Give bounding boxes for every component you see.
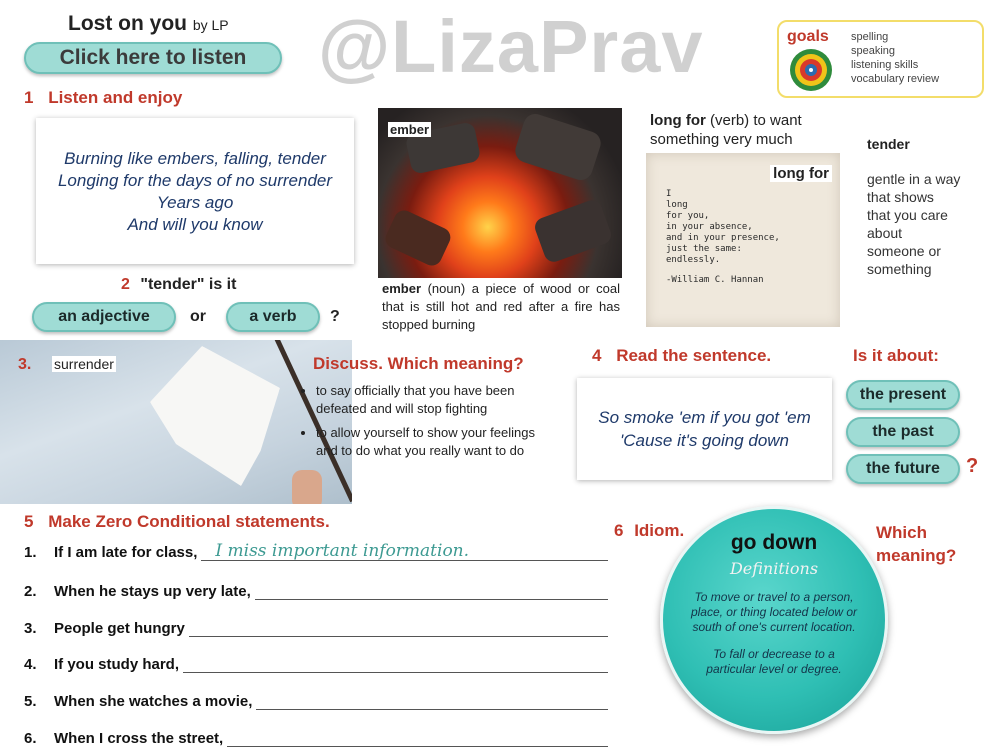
quote-line: just the same: xyxy=(666,244,742,254)
row-prompt: When she watches a movie, xyxy=(54,693,253,710)
conditional-row xyxy=(24,620,608,637)
section4-number: 4 xyxy=(592,346,602,365)
section5-number: 5 xyxy=(24,512,34,531)
section2-heading xyxy=(121,276,236,294)
goal-item: listening skills xyxy=(851,59,919,71)
row-prompt: When he stays up very late, xyxy=(54,583,251,600)
watermark: @LizaPrav xyxy=(318,5,704,88)
listen-button[interactable]: Click here to listen xyxy=(24,42,282,74)
lyric-line: And will you know xyxy=(127,215,263,234)
row-number: 3. xyxy=(24,620,37,637)
conditional-row xyxy=(24,541,608,561)
section2-question: "tender" is it xyxy=(140,276,237,293)
goals-box xyxy=(777,20,984,98)
section1-title: Listen and enjoy xyxy=(48,88,183,107)
section1-heading xyxy=(24,88,182,108)
tender-term: tender xyxy=(867,136,910,152)
section3-number: 3. xyxy=(18,356,32,373)
lyrics-card xyxy=(36,118,354,264)
answer-field[interactable] xyxy=(183,656,608,673)
answer-text: I miss important information. xyxy=(215,541,470,561)
section1-number: 1 xyxy=(24,88,34,107)
section6-title: Idiom. xyxy=(634,521,685,540)
conditional-row xyxy=(24,730,608,747)
ember-image xyxy=(378,108,622,278)
row-prompt: If I am late for class, xyxy=(54,544,198,561)
lyric-line: Longing for the days of no surrender xyxy=(57,171,333,190)
longfor-term: long for xyxy=(650,112,706,129)
section4-heading xyxy=(592,346,771,366)
row-number: 6. xyxy=(24,730,37,747)
ember-image-label: ember xyxy=(390,122,430,137)
goal-item: vocabulary review xyxy=(851,73,940,85)
lyric-line: Years ago xyxy=(156,193,234,212)
meaning-item: • to allow yourself to show your feelings and to do what you really want to do xyxy=(316,424,538,460)
goals-label: goals xyxy=(787,28,829,45)
section4-question: Is it about: xyxy=(853,346,939,365)
option-verb-button[interactable]: a verb xyxy=(226,302,320,332)
longfor-definition xyxy=(650,111,838,149)
quote-line: and in your presence, xyxy=(666,233,780,243)
section4-question-mark: ? xyxy=(966,455,979,477)
row-number: 1. xyxy=(24,544,37,561)
option-adjective-button[interactable]: an adjective xyxy=(32,302,176,332)
row-prompt: If you study hard, xyxy=(54,656,180,673)
or-label: or xyxy=(190,308,206,325)
sentence-card xyxy=(577,378,832,480)
option-present-button[interactable]: the present xyxy=(846,380,960,410)
ember-term: ember xyxy=(382,281,422,296)
target-icon xyxy=(789,48,833,92)
quote-text xyxy=(666,189,780,286)
idiom-definition: To fall or decrease to a particular level or degree. xyxy=(706,647,842,676)
row-number: 4. xyxy=(24,656,37,673)
surrender-meanings xyxy=(298,382,538,460)
section2-number: 2 xyxy=(121,276,130,293)
idiom-title: go down xyxy=(730,531,818,554)
section4-title: Read the sentence. xyxy=(616,346,772,365)
idiom-circle xyxy=(660,506,888,734)
goal-item: spelling xyxy=(851,31,889,43)
conditional-row xyxy=(24,583,608,600)
longfor-definition-text: (verb) to want something very much xyxy=(650,112,802,148)
section5-title: Make Zero Conditional statements. xyxy=(48,512,330,531)
answer-field[interactable] xyxy=(255,583,608,600)
longfor-image-label: long for xyxy=(770,165,832,182)
answer-field[interactable] xyxy=(201,541,608,561)
answer-field[interactable] xyxy=(256,693,608,710)
sentence-line: 'Cause it's going down xyxy=(619,431,790,450)
longfor-image xyxy=(646,153,840,327)
quote-author: -William C. Hannan xyxy=(666,275,764,285)
quote-line: long xyxy=(666,200,688,210)
row-number: 2. xyxy=(24,583,37,600)
conditional-row xyxy=(24,656,608,673)
section6-question: Which meaning? xyxy=(876,523,957,565)
question-mark: ? xyxy=(330,308,340,325)
surrender-label: surrender xyxy=(54,356,114,372)
lyric-line: Burning like embers, falling, tender xyxy=(64,149,326,168)
sentence-line: So smoke 'em if you got 'em xyxy=(598,408,811,427)
goal-item: speaking xyxy=(851,45,896,57)
byline: by LP xyxy=(192,17,229,33)
section3-title: Discuss. Which meaning? xyxy=(313,354,524,373)
tender-definition: gentle in a way that shows that you care about someone or something xyxy=(867,171,961,277)
quote-line: endlessly. xyxy=(666,255,721,265)
definitions-label: Definitions xyxy=(729,559,819,578)
song-title: Lost on you xyxy=(68,12,187,35)
section6-number: 6 xyxy=(614,521,624,540)
answer-field[interactable] xyxy=(227,730,608,747)
quote-line: for you, xyxy=(666,211,710,221)
meaning-item: • to say officially that you have been defeated and will stop fighting xyxy=(316,382,538,418)
quote-line: I xyxy=(666,189,672,199)
conditional-row xyxy=(24,693,608,710)
option-past-button[interactable]: the past xyxy=(846,417,960,447)
row-prompt: When I cross the street, xyxy=(54,730,224,747)
row-number: 5. xyxy=(24,693,37,710)
section5-heading xyxy=(24,512,330,532)
ember-definition-text: (noun) a piece of wood or coal that is still hot and red after a fire has stopped burning xyxy=(382,281,620,332)
quote-line: in your absence, xyxy=(666,222,753,232)
answer-field[interactable] xyxy=(189,620,608,637)
ember-definition xyxy=(382,280,620,334)
row-prompt: People get hungry xyxy=(54,620,185,637)
goals-list xyxy=(851,30,939,86)
idiom-definition: To move or travel to a person, place, or thing located below or south of one's current location. xyxy=(690,590,858,634)
option-future-button[interactable]: the future xyxy=(846,454,960,484)
page-title xyxy=(68,12,229,36)
